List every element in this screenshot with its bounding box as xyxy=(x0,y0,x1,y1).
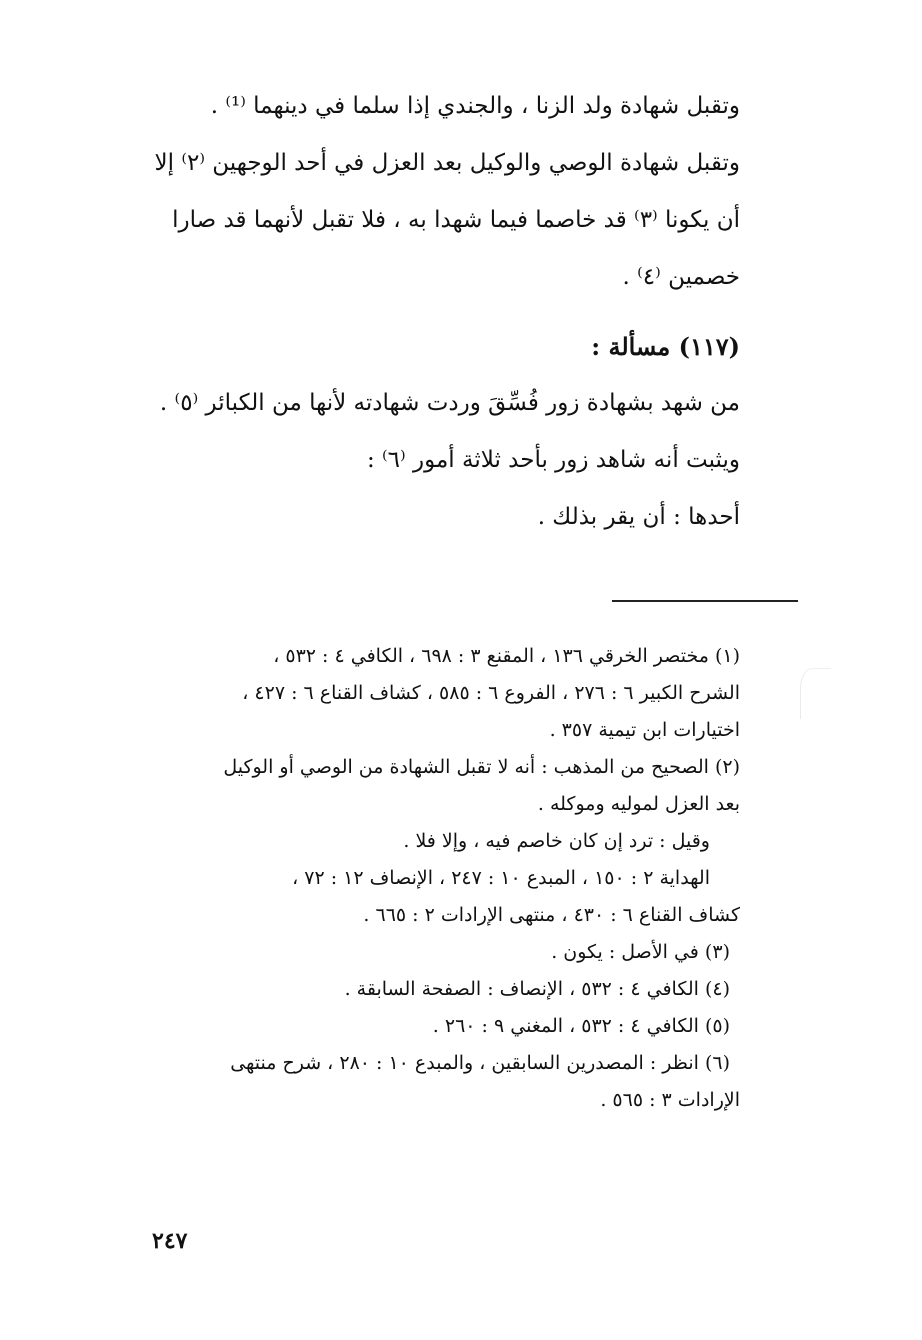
footnote-2 xyxy=(126,749,740,823)
text-line: وتقبل شهادة ولد الزنا ، والجندي إذا سلما في دينهما ⁽¹⁾ . xyxy=(210,93,740,119)
paragraph-4 xyxy=(126,432,740,489)
scan-artifact xyxy=(800,668,831,719)
footnote-line: (٢) الصحيح من المذهب : أنه لا تقبل الشهادة من الوصي أو الوكيل xyxy=(223,756,740,778)
footnote-5 xyxy=(126,1008,740,1045)
main-text xyxy=(126,78,740,546)
footnote-4 xyxy=(126,971,740,1008)
footnote-line: الهداية ٢ : ١٥٠ ، المبدع ١٠ : ٢٤٧ ، الإنصاف ١٢ : ٧٢ ، xyxy=(292,867,710,889)
footnote-2-sources xyxy=(126,860,740,934)
footnote-line: الشرح الكبير ٦ : ٢٧٦ ، الفروع ٦ : ٥٨٥ ، كشاف القناع ٦ : ٤٢٧ ، xyxy=(242,682,740,704)
footnote-1 xyxy=(126,638,740,749)
text-line: أن يكونا ⁽٣⁾ قد خاصما فيما شهدا به ، فلا تقبل لأنهما قد صارا xyxy=(172,207,740,233)
footnote-line: الإرادات ٣ : ٥٦٥ . xyxy=(600,1089,740,1111)
footnote-line: بعد العزل لموليه وموكله . xyxy=(537,793,740,815)
footnote-line: (٥) الكافي ٤ : ٥٣٢ ، المغني ٩ : ٢٦٠ . xyxy=(432,1015,730,1037)
issue-heading: (١١٧) مسألة : xyxy=(591,332,740,361)
footnote-6 xyxy=(126,1045,740,1119)
footnote-3 xyxy=(126,934,740,971)
footnote-line: اختيارات ابن تيمية ٣٥٧ . xyxy=(549,719,740,741)
footnote-separator xyxy=(612,600,798,602)
paragraph-1 xyxy=(126,78,740,135)
footnote-line: وقيل : ترد إن كان خاصم فيه ، وإلا فلا . xyxy=(403,830,710,852)
text-line: من شهد بشهادة زور فُسِّقَ وردت شهادته لأنها من الكبائر ⁽٥⁾ . xyxy=(159,390,740,416)
footnote-line: (١) مختصر الخرقي ١٣٦ ، المقنع ٣ : ٦٩٨ ، الكافي ٤ : ٥٣٢ ، xyxy=(273,645,740,667)
paragraph-2 xyxy=(126,135,740,306)
footnote-line: كشاف القناع ٦ : ٤٣٠ ، منتهى الإرادات ٢ : ٦٦٥ . xyxy=(363,904,740,926)
paragraph-5 xyxy=(126,489,740,546)
page-number: ٢٤٧ xyxy=(152,1228,188,1254)
text-line: أحدها : أن يقر بذلك . xyxy=(537,504,740,530)
text-line: ويثبت أنه شاهد زور بأحد ثلاثة أمور ⁽٦⁾ : xyxy=(366,447,740,473)
footnote-line: (٤) الكافي ٤ : ٥٣٢ ، الإنصاف : الصفحة السابقة . xyxy=(344,978,730,1000)
footnote-2-alt-opinion xyxy=(126,823,740,860)
paragraph-3 xyxy=(126,375,740,432)
footnote-line: (٣) في الأصل : يكون . xyxy=(551,941,730,963)
text-line: خصمين ⁽٤⁾ . xyxy=(622,264,740,290)
footnotes xyxy=(126,638,740,1119)
footnote-line: (٦) انظر : المصدرين السابقين ، والمبدع ١٠ : ٢٨٠ ، شرح منتهى xyxy=(230,1052,730,1074)
text-line: وتقبل شهادة الوصي والوكيل بعد العزل في أحد الوجهين ⁽٢⁾ إلا xyxy=(154,150,740,176)
